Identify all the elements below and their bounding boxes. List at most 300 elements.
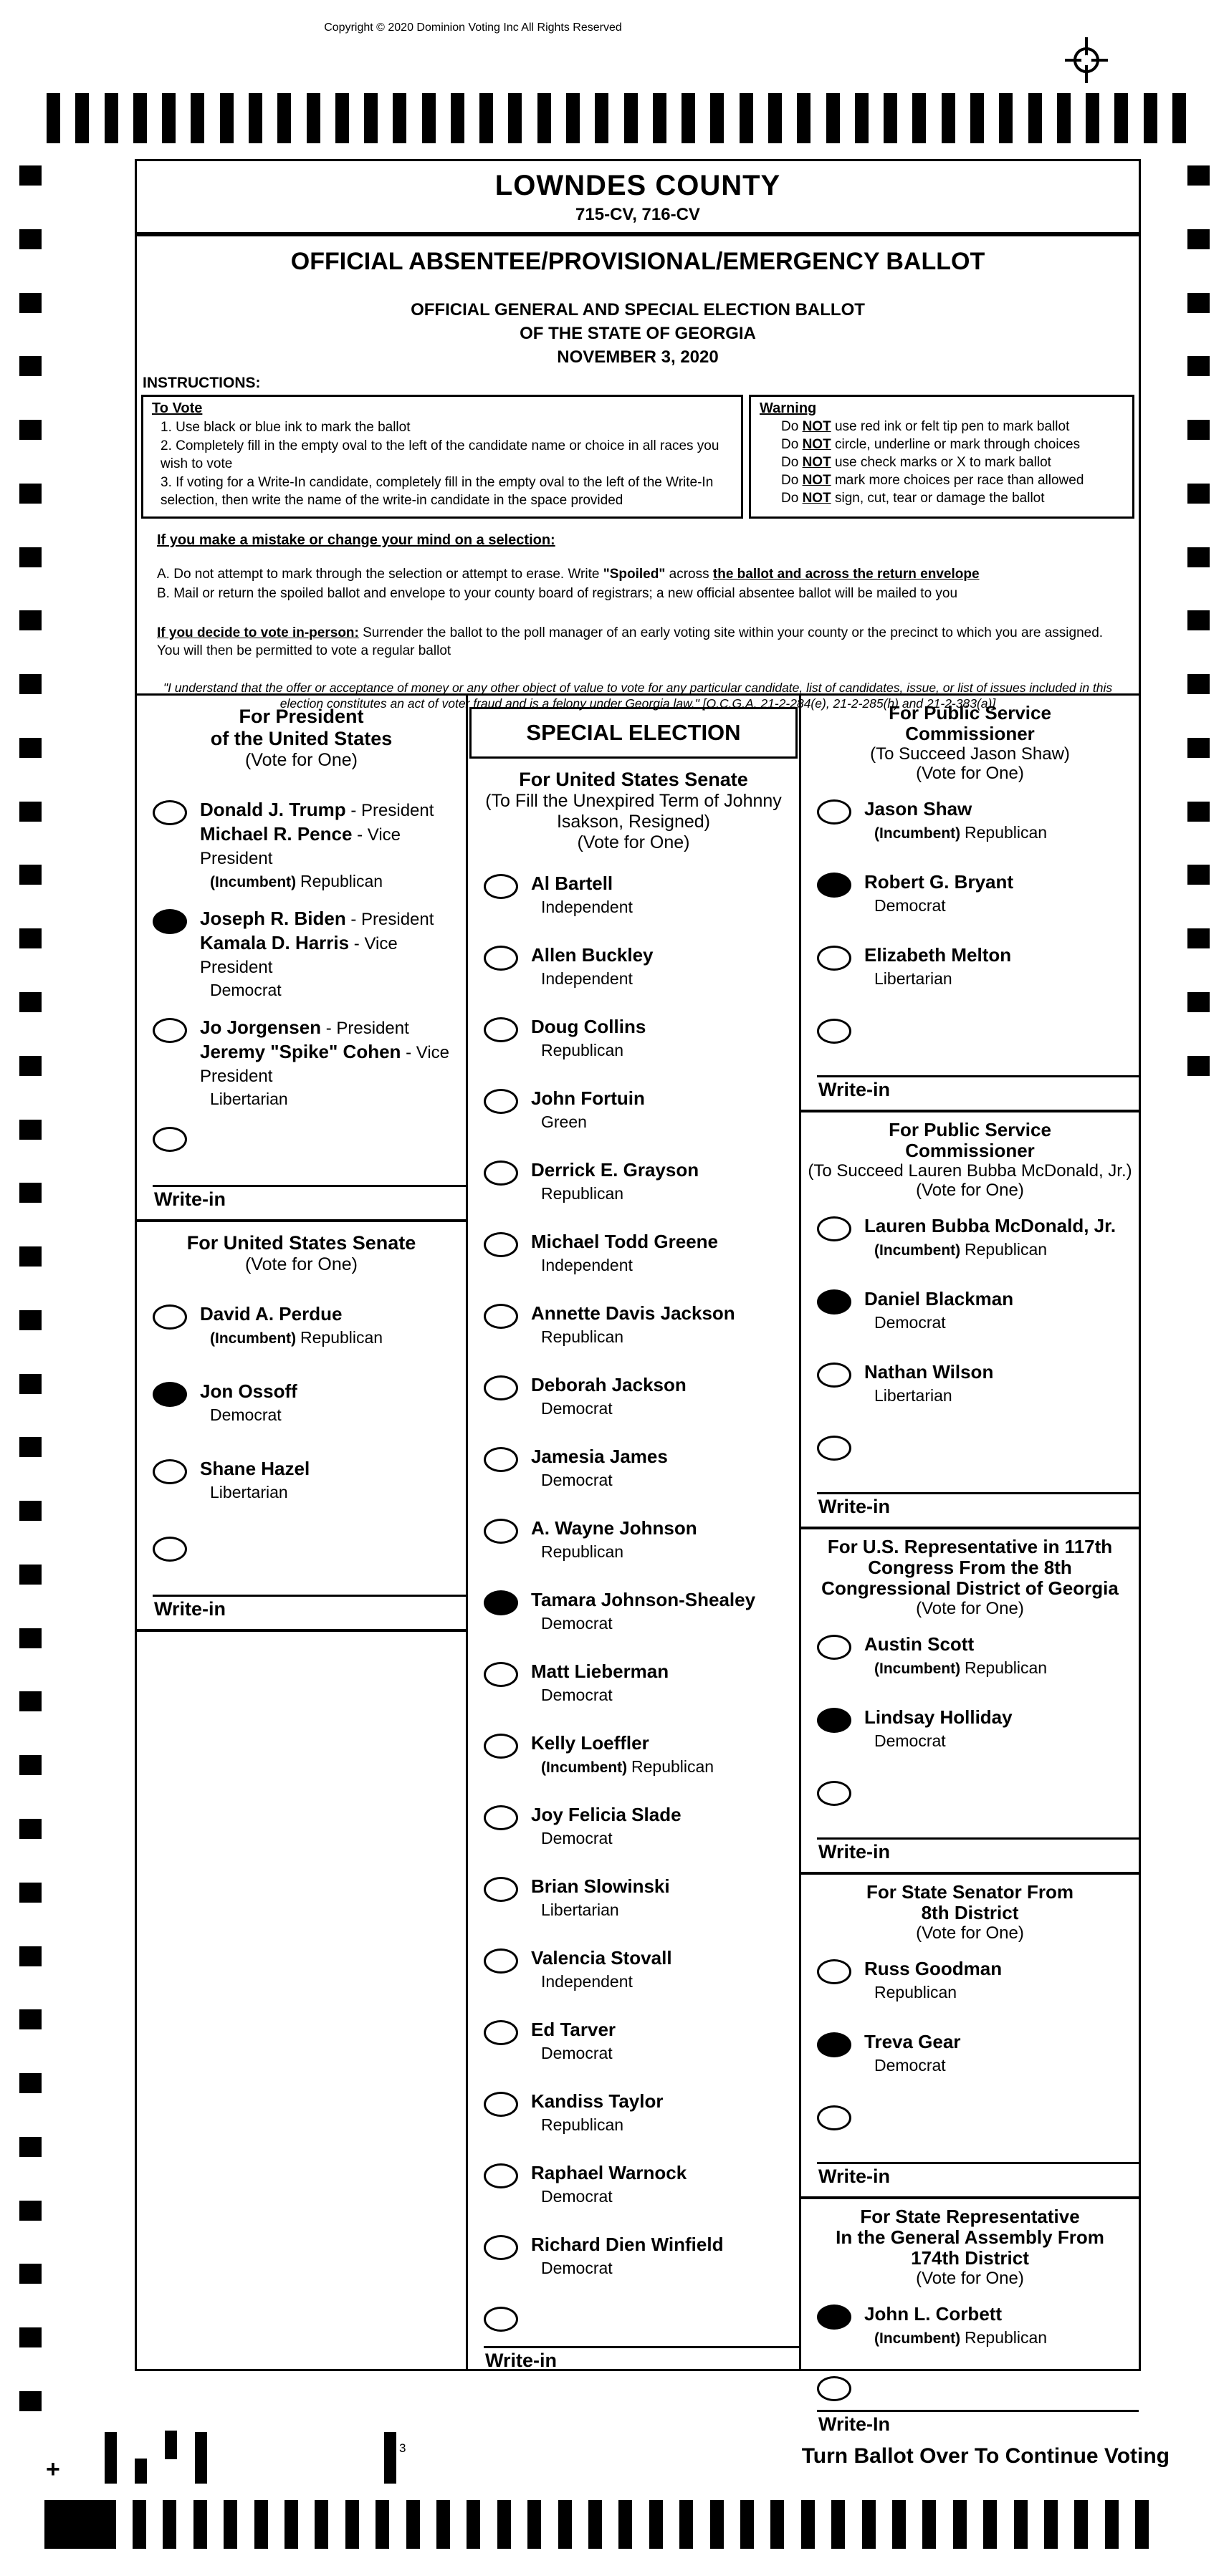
- candidate-oval[interactable]: [817, 946, 851, 971]
- write-in-option[interactable]: [801, 1433, 1139, 1474]
- race-state-rep-174: [801, 2206, 1139, 2436]
- candidate-option[interactable]: [468, 1158, 799, 1230]
- candidate-option[interactable]: [468, 2233, 799, 2305]
- copyright-text: Copyright © 2020 Dominion Voting Inc All Rights Reserved: [324, 21, 622, 34]
- barcode-bar: [135, 2459, 147, 2484]
- candidate-oval-filled[interactable]: [817, 873, 851, 898]
- candidate-text: [531, 943, 654, 989]
- write-in-option[interactable]: [801, 1779, 1139, 1819]
- candidate-oval-filled[interactable]: [817, 1708, 851, 1733]
- candidate-option[interactable]: [468, 1588, 799, 1660]
- write-in-label: Write-in: [818, 1079, 890, 1100]
- candidate-oval[interactable]: [817, 1363, 851, 1388]
- to-vote-item: 3. If voting for a Write-In candidate, completely fill in the empty oval to the left of the Write-In selection, then write the name of the write-in candidate in the space provided: [161, 475, 714, 508]
- write-in-oval[interactable]: [484, 2307, 518, 2332]
- write-in-option[interactable]: [137, 1125, 466, 1166]
- candidate-option[interactable]: [468, 1087, 799, 1158]
- candidate-option[interactable]: [137, 798, 466, 907]
- write-in-area[interactable]: [817, 1492, 1139, 1494]
- barcode-bar: [165, 2431, 177, 2459]
- race-title-line: For United States Senate: [186, 1232, 416, 1254]
- race-header: [137, 1232, 466, 1275]
- write-in-area[interactable]: [153, 1595, 466, 1597]
- candidate-text: [864, 2302, 1047, 2350]
- write-in-oval[interactable]: [817, 2376, 851, 2401]
- timing-square: [19, 1120, 42, 1140]
- to-vote-item: 1. Use black or blue ink to mark the ballot: [161, 420, 411, 435]
- candidate-oval[interactable]: [484, 2020, 518, 2045]
- race-separator: [801, 2196, 1139, 2199]
- write-in-area[interactable]: [817, 2410, 1139, 2412]
- candidate-party: Libertarian: [874, 1386, 952, 1405]
- candidate-name-line2: Kamala D. Harris - Vice President: [200, 932, 398, 977]
- candidate-party: Democrat: [874, 896, 946, 915]
- timing-mark: [679, 2500, 693, 2549]
- candidate-oval[interactable]: [484, 874, 518, 899]
- candidate-name: Matt Lieberman: [531, 1661, 669, 1682]
- timing-mark: [105, 93, 118, 143]
- candidate-text: [531, 1230, 718, 1276]
- timing-square: [19, 738, 42, 758]
- candidate-name: Doug Collins: [531, 1016, 646, 1037]
- candidate-oval[interactable]: [484, 1805, 518, 1830]
- candidate-name: Raphael Warnock: [531, 2162, 687, 2183]
- timing-mark: [220, 93, 234, 143]
- race-header: [801, 1537, 1139, 1618]
- write-in-label: Write-in: [818, 2166, 890, 2187]
- candidate-option[interactable]: [801, 1706, 1139, 1779]
- timing-square: [1187, 229, 1210, 249]
- timing-mark: [1105, 2500, 1119, 2549]
- candidate-party: Republican: [541, 1327, 624, 1346]
- candidate-name-line2: Michael R. Pence - Vice President: [200, 823, 401, 868]
- warning-item: Do NOT sign, cut, tear or damage the ballot: [781, 491, 1045, 506]
- candidate-oval[interactable]: [484, 2092, 518, 2117]
- race-subtitle-line: (To Succeed Jason Shaw): [870, 744, 1070, 764]
- race-title-line: For Public Service: [889, 1119, 1051, 1140]
- candidate-oval-filled[interactable]: [153, 909, 187, 934]
- candidate-name: Nathan Wilson: [864, 1361, 994, 1383]
- race-separator: [801, 1872, 1139, 1875]
- candidate-option[interactable]: [801, 1287, 1139, 1360]
- candidate-option[interactable]: [137, 1302, 466, 1380]
- write-in-area[interactable]: [153, 1185, 466, 1187]
- candidate-option[interactable]: [468, 1660, 799, 1731]
- column-2: [468, 696, 801, 2369]
- candidate-option[interactable]: [801, 870, 1139, 943]
- write-in-option[interactable]: [801, 2103, 1139, 2143]
- race-header: [801, 1882, 1139, 1943]
- timing-mark: [451, 93, 464, 143]
- barcode-digit: 3: [399, 2441, 406, 2455]
- timing-square: [1187, 992, 1210, 1012]
- candidate-party: (Incumbent) Republican: [874, 2328, 1048, 2347]
- race-header: [468, 769, 799, 853]
- timing-square: [19, 1183, 42, 1203]
- column-1: [137, 696, 468, 2369]
- candidate-name: Jamesia James: [531, 1446, 668, 1467]
- timing-mark: [970, 93, 984, 143]
- candidate-text: [864, 943, 1011, 989]
- candidate-option[interactable]: [468, 1015, 799, 1087]
- timing-square: [19, 420, 42, 440]
- candidate-oval[interactable]: [484, 1447, 518, 1472]
- candidate-party: Libertarian: [210, 1090, 288, 1108]
- race-subtitle-line: (Vote for One): [916, 1181, 1024, 1200]
- timing-mark: [770, 2500, 784, 2549]
- candidate-oval[interactable]: [153, 800, 187, 825]
- race-separator: [801, 1110, 1139, 1112]
- race-title-line: For State Senator From: [866, 1881, 1073, 1903]
- candidate-name: A. Wayne Johnson: [531, 1517, 697, 1539]
- candidate-oval[interactable]: [153, 1304, 187, 1330]
- ballot-body: [135, 159, 1141, 2435]
- timing-mark: [953, 2500, 967, 2549]
- candidate-party: Democrat: [874, 1313, 946, 1332]
- candidate-party: Libertarian: [874, 969, 952, 988]
- candidate-party: Democrat: [541, 2259, 613, 2277]
- candidate-text: [531, 2018, 616, 2064]
- candidate-name: Jason Shaw: [864, 798, 972, 820]
- candidate-name: Deborah Jackson: [531, 1374, 687, 1395]
- timing-square: [19, 2009, 42, 2029]
- candidate-name: Tamara Johnson-Shealey: [531, 1589, 756, 1610]
- candidate-option[interactable]: [801, 1957, 1139, 2030]
- candidate-name: Lauren Bubba McDonald, Jr.: [864, 1215, 1116, 1236]
- timing-square: [1187, 802, 1210, 822]
- timing-mark: [912, 93, 926, 143]
- candidate-oval[interactable]: [484, 946, 518, 971]
- column-3: [801, 696, 1139, 2435]
- candidate-party: Democrat: [210, 981, 282, 999]
- race-separator: [137, 1219, 466, 1222]
- write-in-label: Write-in: [818, 1496, 890, 1517]
- candidate-oval[interactable]: [817, 1959, 851, 1984]
- candidate-oval[interactable]: [484, 1160, 518, 1186]
- candidate-oval[interactable]: [484, 1948, 518, 1974]
- candidate-name: Richard Dien Winfield: [531, 2234, 724, 2255]
- timing-mark: [133, 2500, 146, 2549]
- timing-mark: [588, 2500, 602, 2549]
- candidate-party: (Incumbent) Republican: [210, 1328, 383, 1347]
- race-header: [801, 2206, 1139, 2288]
- write-in-oval[interactable]: [817, 2105, 851, 2130]
- timing-square: [19, 802, 42, 822]
- race-subtitle-line: (Vote for One): [244, 1254, 358, 1274]
- candidate-name: Elizabeth Melton: [864, 944, 1012, 966]
- candidate-text: [531, 2233, 723, 2279]
- timing-mark: [1144, 93, 1157, 143]
- timing-mark: [682, 93, 695, 143]
- timing-mark: [277, 93, 291, 143]
- candidate-option[interactable]: [468, 1875, 799, 1946]
- candidate-oval[interactable]: [817, 799, 851, 825]
- candidate-option[interactable]: [801, 1633, 1139, 1706]
- candidate-option[interactable]: [801, 797, 1139, 870]
- candidate-oval-filled[interactable]: [817, 2032, 851, 2057]
- candidate-text: [864, 1214, 1116, 1261]
- candidate-oval[interactable]: [484, 2163, 518, 2188]
- race-separator: [801, 1527, 1139, 1529]
- to-vote-box: [141, 395, 743, 519]
- write-in-area[interactable]: [484, 2346, 799, 2348]
- candidate-party: Independent: [541, 1256, 633, 1274]
- candidate-party: (Incumbent) Republican: [210, 872, 383, 890]
- race-psc-mcdonald: [801, 1120, 1139, 1529]
- race-title-line: For President: [239, 706, 364, 727]
- candidate-name: Treva Gear: [864, 2031, 961, 2052]
- candidate-oval[interactable]: [484, 1662, 518, 1687]
- timing-square: [19, 928, 42, 948]
- timing-mark: [740, 2500, 754, 2549]
- instructions-boxes: [141, 395, 1134, 519]
- candidate-option[interactable]: [468, 2090, 799, 2161]
- race-subtitle-line: (Vote for One): [916, 1599, 1024, 1618]
- race-header: [801, 703, 1139, 783]
- mistake-instructions: [137, 532, 1139, 711]
- race-subtitle-line: (Vote for One): [916, 1923, 1024, 1943]
- candidate-oval[interactable]: [484, 1877, 518, 1902]
- candidate-option[interactable]: [801, 943, 1139, 1017]
- candidate-name: John L. Corbett: [864, 2303, 1003, 2325]
- candidate-oval[interactable]: [484, 1017, 518, 1042]
- write-in-area[interactable]: [817, 1837, 1139, 1840]
- candidate-name: Kandiss Taylor: [531, 2090, 664, 2112]
- candidate-oval[interactable]: [484, 1519, 518, 1544]
- candidate-option[interactable]: [801, 2302, 1139, 2374]
- timing-square: [19, 1946, 42, 1966]
- candidate-option[interactable]: [468, 1230, 799, 1302]
- candidate-party: Republican: [874, 1983, 957, 2001]
- candidate-text: [200, 1380, 297, 1426]
- write-in-option[interactable]: [468, 2305, 799, 2335]
- timing-mark: [224, 2500, 237, 2549]
- write-in-oval[interactable]: [817, 1781, 851, 1806]
- candidate-name: Valencia Stovall: [531, 1947, 672, 1969]
- candidate-text: [200, 1457, 310, 1503]
- write-in-oval[interactable]: [153, 1537, 187, 1562]
- race-subtitle-line: (Vote for One): [916, 764, 1024, 783]
- timing-square: [1187, 293, 1210, 313]
- timing-mark: [710, 2500, 724, 2549]
- candidate-party: Democrat: [541, 2044, 613, 2062]
- candidate-text: [864, 1706, 1013, 1751]
- candidate-party: Green: [541, 1112, 587, 1131]
- race-subtitle-line: (To Fill the Unexpired Term of Johnny: [485, 791, 782, 811]
- candidate-party: Independent: [541, 969, 633, 988]
- candidate-option[interactable]: [468, 1373, 799, 1445]
- timing-mark: [406, 2500, 420, 2549]
- write-in-area[interactable]: [817, 1075, 1139, 1077]
- candidate-text: [531, 1302, 735, 1347]
- to-vote-title: To Vote: [152, 400, 203, 416]
- timing-square: [19, 547, 42, 567]
- candidate-oval[interactable]: [153, 1018, 187, 1043]
- candidate-name: David A. Perdue: [200, 1303, 343, 1325]
- timing-mark: [249, 93, 262, 143]
- timing-mark: [393, 93, 406, 143]
- timing-mark: [479, 93, 493, 143]
- timing-mark: [624, 93, 638, 143]
- ballot-subtitle-2: OF THE STATE OF GEORGIA: [520, 324, 756, 343]
- write-in-option[interactable]: [137, 1534, 466, 1576]
- race-us-senate: [137, 1232, 466, 1632]
- race-title-line: Commissioner: [905, 723, 1035, 744]
- timing-square: [19, 1310, 42, 1330]
- candidate-option[interactable]: [468, 2018, 799, 2090]
- candidate-option[interactable]: [137, 1016, 466, 1125]
- timing-mark: [649, 2500, 663, 2549]
- timing-mark: [162, 93, 176, 143]
- race-header: [801, 1120, 1139, 1200]
- timing-square: [19, 865, 42, 885]
- timing-square: [1187, 420, 1210, 440]
- candidate-option[interactable]: [468, 1445, 799, 1517]
- timing-square: [1187, 674, 1210, 694]
- timing-square: [1187, 484, 1210, 504]
- timing-square: [1187, 547, 1210, 567]
- turn-ballot-over-text: Turn Ballot Over To Continue Voting: [801, 2444, 1170, 2468]
- candidate-name: Donald J. Trump - President: [200, 799, 434, 820]
- candidate-name: Joseph R. Biden - President: [200, 908, 434, 929]
- timing-mark: [797, 93, 810, 143]
- candidate-name: Daniel Blackman: [864, 1288, 1014, 1309]
- candidate-text: [531, 1015, 646, 1061]
- timing-square: [1187, 356, 1210, 376]
- race-subtitle-line: (Vote for One): [577, 832, 690, 852]
- timing-square: [19, 2264, 42, 2284]
- candidate-text: [864, 870, 1013, 916]
- candidate-oval[interactable]: [484, 1304, 518, 1329]
- candidate-text: [531, 1660, 669, 1706]
- candidate-oval[interactable]: [484, 1089, 518, 1114]
- candidate-oval[interactable]: [484, 1375, 518, 1400]
- timing-square: [19, 165, 42, 186]
- candidate-option[interactable]: [468, 872, 799, 943]
- candidate-option[interactable]: [137, 907, 466, 1016]
- race-title-line: Congress From the 8th: [868, 1557, 1072, 1578]
- race-us-rep-117: [801, 1537, 1139, 1875]
- timing-square: [19, 1056, 42, 1076]
- ballot-subtitle-1: OFFICIAL GENERAL AND SPECIAL ELECTION BALLOT: [411, 300, 865, 319]
- race-title-line: 8th District: [921, 1902, 1019, 1923]
- write-in-oval[interactable]: [817, 1019, 851, 1044]
- race-title-line: In the General Assembly From: [836, 2226, 1104, 2248]
- candidate-oval[interactable]: [484, 2235, 518, 2260]
- timing-mark: [254, 2500, 268, 2549]
- timing-square: [19, 1565, 42, 1585]
- write-in-label: Write-in: [154, 1598, 226, 1620]
- write-in-oval[interactable]: [817, 1436, 851, 1461]
- timing-mark: [335, 93, 349, 143]
- candidate-option[interactable]: [137, 1457, 466, 1534]
- timing-mark: [595, 93, 608, 143]
- candidate-party: (Incumbent) Republican: [541, 1757, 714, 1776]
- write-in-option[interactable]: [801, 2374, 1139, 2401]
- candidate-party: Libertarian: [541, 1900, 619, 1919]
- timing-mark: [467, 2500, 480, 2549]
- timing-square: [1187, 165, 1210, 186]
- candidate-text: [531, 1373, 687, 1419]
- race-title-line: For Public Service: [889, 702, 1051, 724]
- write-in-option[interactable]: [801, 1017, 1139, 1057]
- write-in-area[interactable]: [817, 2162, 1139, 2164]
- candidate-party: Democrat: [541, 1686, 613, 1704]
- candidate-option[interactable]: [137, 1380, 466, 1457]
- candidate-option[interactable]: [468, 1302, 799, 1373]
- candidate-oval[interactable]: [484, 1232, 518, 1257]
- candidate-oval[interactable]: [484, 1734, 518, 1759]
- candidate-oval-filled[interactable]: [817, 1289, 851, 1315]
- timing-mark: [801, 2500, 815, 2549]
- timing-square: [19, 293, 42, 313]
- candidate-option[interactable]: [801, 1360, 1139, 1433]
- candidate-oval-filled[interactable]: [484, 1590, 518, 1615]
- timing-mark: [497, 2500, 511, 2549]
- timing-mark: [884, 93, 897, 143]
- candidate-oval[interactable]: [817, 1635, 851, 1660]
- candidate-name: Jon Ossoff: [200, 1380, 297, 1402]
- timing-mark: [284, 2500, 298, 2549]
- candidate-oval-filled[interactable]: [153, 1382, 187, 1407]
- candidate-oval[interactable]: [153, 1459, 187, 1484]
- candidate-option[interactable]: [468, 1946, 799, 2018]
- timing-mark: [653, 93, 666, 143]
- candidate-text: [531, 1445, 668, 1491]
- timing-mark: [1074, 2500, 1088, 2549]
- candidate-party: Democrat: [541, 1614, 613, 1633]
- candidate-party: Republican: [541, 1041, 624, 1059]
- timing-mark: [558, 2500, 572, 2549]
- candidate-option[interactable]: [468, 943, 799, 1015]
- candidate-oval-filled[interactable]: [817, 2305, 851, 2330]
- timing-square: [1187, 865, 1210, 885]
- race-header: [137, 706, 466, 771]
- candidate-option[interactable]: [468, 2161, 799, 2233]
- candidate-text: [531, 1731, 714, 1779]
- timing-mark: [75, 93, 89, 143]
- candidate-name: Al Bartell: [531, 873, 613, 894]
- write-in-label: Write-in: [154, 1188, 226, 1210]
- warning-item: Do NOT use check marks or X to mark ballot: [781, 455, 1051, 470]
- timing-square: [19, 1501, 42, 1521]
- candidate-option[interactable]: [468, 1731, 799, 1803]
- candidate-text: [531, 1946, 672, 1992]
- timing-mark: [855, 93, 869, 143]
- race-president: [137, 706, 466, 1222]
- candidate-party: Democrat: [541, 1829, 613, 1847]
- ballot-style-ids: 715-CV, 716-CV: [575, 205, 700, 224]
- write-in-oval[interactable]: [153, 1127, 187, 1152]
- timing-mark: [364, 93, 378, 143]
- candidate-party: (Incumbent) Republican: [874, 823, 1048, 842]
- candidate-text: [200, 798, 466, 893]
- candidate-option[interactable]: [468, 1517, 799, 1588]
- race-title-line: For U.S. Representative in 117th: [827, 1536, 1113, 1557]
- timing-square: [19, 1883, 42, 1903]
- candidate-option[interactable]: [801, 1214, 1139, 1287]
- timing-mark: [345, 2500, 359, 2549]
- timing-mark: [1135, 2500, 1149, 2549]
- candidate-option[interactable]: [468, 1803, 799, 1875]
- candidate-party: Democrat: [541, 2187, 613, 2206]
- timing-mark: [1028, 93, 1042, 143]
- candidate-party: Democrat: [210, 1405, 282, 1424]
- candidate-option[interactable]: [801, 2030, 1139, 2103]
- timing-square: [19, 2391, 42, 2411]
- candidate-oval[interactable]: [817, 1216, 851, 1241]
- candidate-name: Shane Hazel: [200, 1458, 310, 1479]
